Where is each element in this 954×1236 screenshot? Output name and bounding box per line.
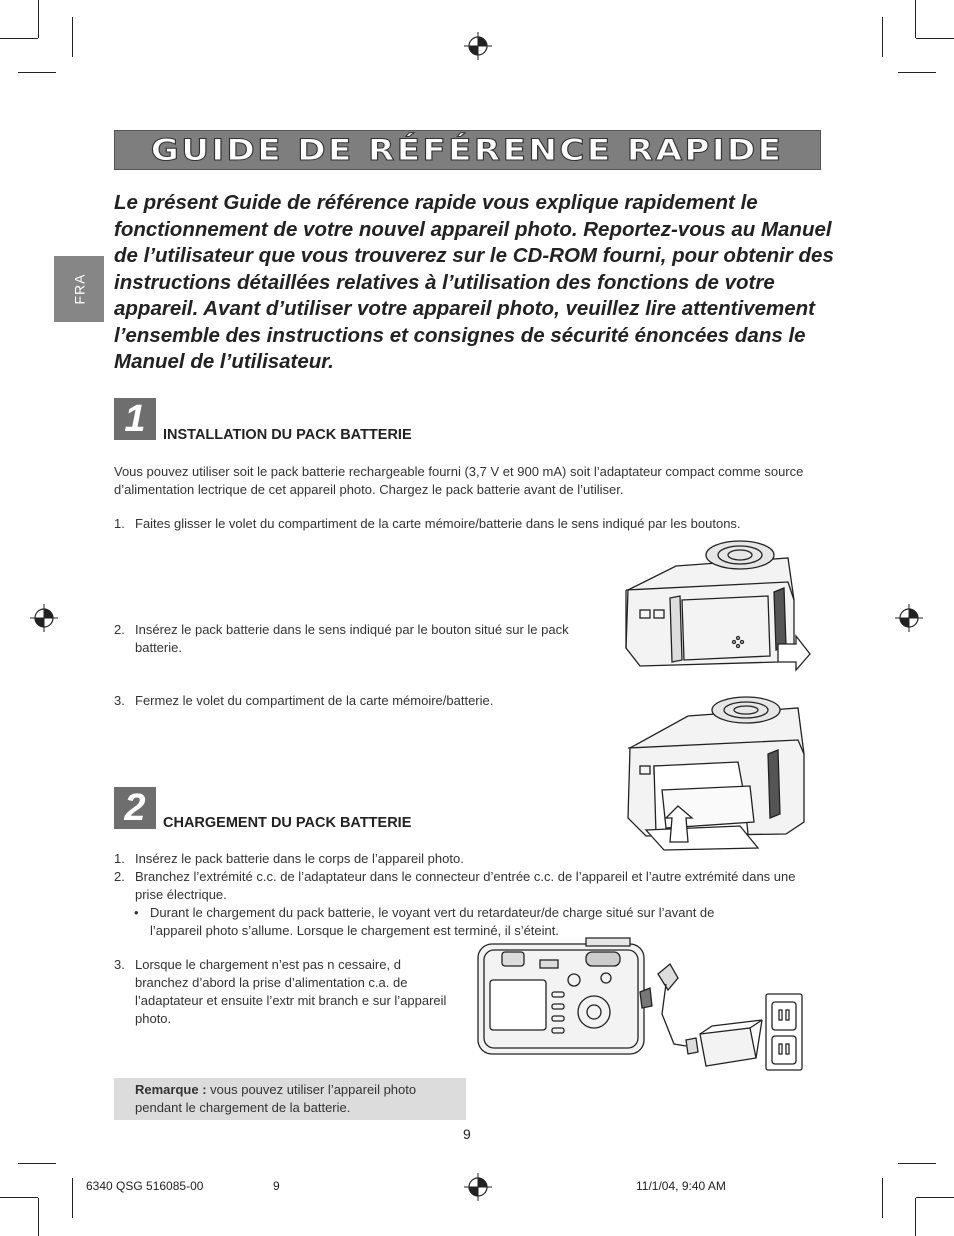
registration-mark-icon <box>30 604 58 632</box>
crop-mark <box>38 1198 39 1236</box>
list-item-number: 3. <box>114 957 125 972</box>
footer-page: 9 <box>273 1179 280 1193</box>
note-box <box>114 1078 466 1120</box>
crop-mark <box>72 17 73 57</box>
language-tab <box>54 256 104 322</box>
camera-open-door-illustration <box>618 538 814 674</box>
page-title-bar <box>114 130 821 170</box>
list-item-bullet: • <box>134 905 139 920</box>
list-item-text: Durant le chargement du pack batterie, le voyant vert du retardateur/de charge situé sur l’avant de l’appareil photo s’allume. Lorsque le chargement est terminé, il s’éteint. <box>150 905 715 938</box>
crop-mark <box>915 0 916 38</box>
list-item <box>114 868 814 904</box>
list-item-number: 1. <box>114 516 125 531</box>
note-text: vous pouvez utiliser l’appareil photo pendant le chargement de la batterie. <box>135 1082 417 1115</box>
list-item <box>114 850 814 868</box>
note-label: Remarque : <box>135 1082 207 1097</box>
section-number-badge: 1 <box>114 398 156 440</box>
crop-mark <box>882 1178 883 1218</box>
crop-mark <box>898 1163 936 1164</box>
crop-mark <box>0 1197 38 1198</box>
page-number: 9 <box>463 1126 471 1142</box>
crop-mark <box>916 38 954 39</box>
intro-paragraph: Le présent Guide de référence rapide vous explique rapidement le fonctionnement de votre nouvel appareil photo. Reportez-vous au Manuel de l’utilisateur que vous trouverez sur le CD-ROM fourni, pour obtenir des instructions détaillées relatives à l’utilisation des fonctions de votre appareil. Avant d’utiliser votre appareil photo, veuillez lire attentivement l’ensemble des instructions et consignes de sécurité énoncées dans le Manuel de l’utilisateur. <box>114 191 834 373</box>
battery-insertion-illustration <box>618 694 808 854</box>
section-paragraph: Vous pouvez utiliser soit le pack batterie rechargeable fourni (3,7 V et 900 mA) soit l’adaptateur compact comme source d’alimentation lectrique de cet appareil photo. Chargez le pack batterie avant de l’utiliser. <box>114 464 804 497</box>
list-item-number: 2. <box>114 622 125 637</box>
list-item <box>114 515 814 533</box>
crop-mark <box>18 72 56 73</box>
crop-mark <box>0 38 38 39</box>
crop-mark <box>882 17 883 57</box>
page-title: GUIDE DE RÉFÉRENCE RAPIDE <box>151 133 784 167</box>
section-title: CHARGEMENT DU PACK BATTERIE <box>163 815 412 831</box>
list-item-text: Lorsque le chargement n’est pas n cessaire, d branchez d’abord la prise d’alimentation c.a. de l’adaptateur et ensuite l’extr mit branch e sur l’appareil photo. <box>135 957 447 1026</box>
footer-date: 11/1/04, 9:40 AM <box>636 1179 726 1193</box>
section-title: INSTALLATION DU PACK BATTERIE <box>163 427 412 443</box>
list-item-text: Branchez l’extrémité c.c. de l’adaptateur dans le connecteur d’entrée c.c. de l’appareil et l’autre extrémité dans une prise électrique. <box>135 869 796 902</box>
crop-mark <box>72 1178 73 1218</box>
crop-mark <box>38 0 39 38</box>
camera-charging-illustration <box>474 934 808 1074</box>
list-item <box>114 621 594 657</box>
list-item <box>114 956 454 1028</box>
list-item-text: Faites glisser le volet du compartiment de la carte mémoire/batterie dans le sens indiqué par les boutons. <box>135 516 741 531</box>
list-item <box>114 692 594 710</box>
crop-mark <box>18 1163 56 1164</box>
registration-mark-icon <box>895 604 923 632</box>
list-item-number: 1. <box>114 851 125 866</box>
registration-mark-icon <box>464 32 492 60</box>
list-item-number: 2. <box>114 869 125 884</box>
list-item-text: Insérez le pack batterie dans le sens indiqué par le bouton situé sur le pack batterie. <box>135 622 569 655</box>
crop-mark <box>915 1198 916 1236</box>
language-tab-label: FRA <box>71 273 87 305</box>
list-item-text: Fermez le volet du compartiment de la carte mémoire/batterie. <box>135 693 494 708</box>
crop-mark <box>916 1197 954 1198</box>
crop-mark <box>898 72 936 73</box>
list-item-number: 3. <box>114 693 125 708</box>
footer-doc-id: 6340 QSG 516085-00 <box>86 1179 204 1193</box>
section-number-badge: 2 <box>114 787 156 829</box>
list-item-text: Insérez le pack batterie dans le corps de l’appareil photo. <box>135 851 464 866</box>
registration-mark-icon <box>464 1173 492 1201</box>
